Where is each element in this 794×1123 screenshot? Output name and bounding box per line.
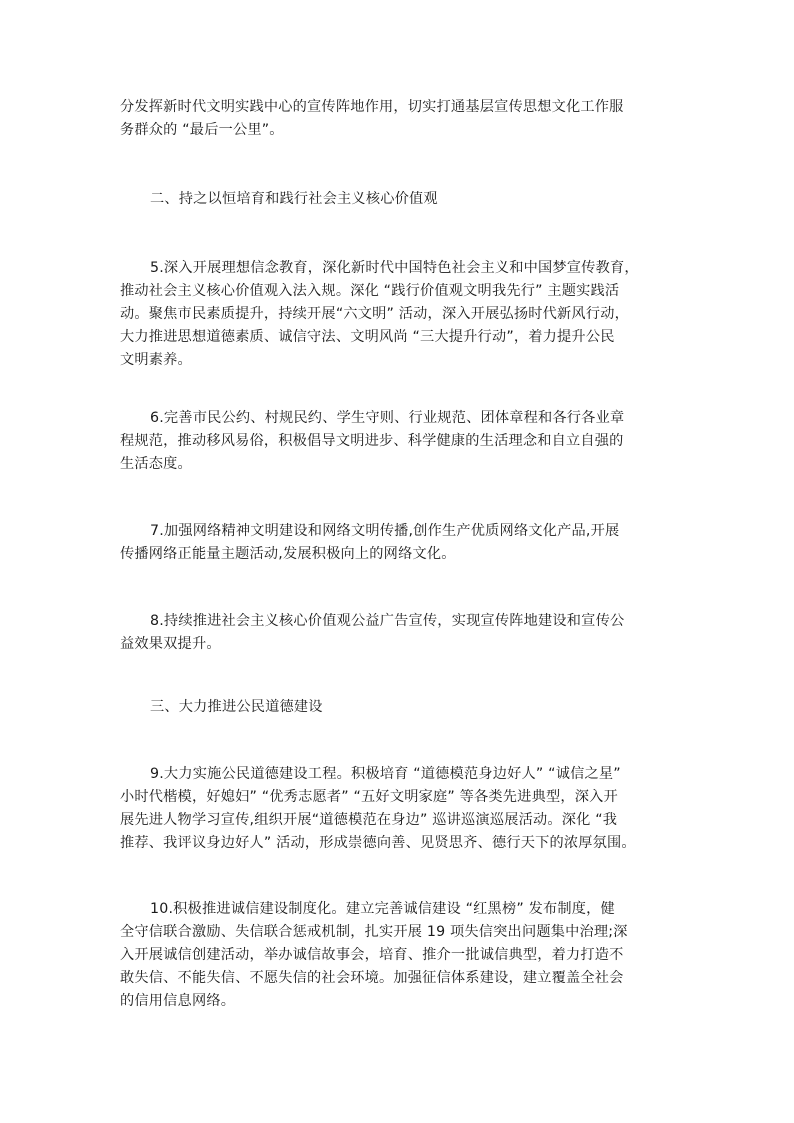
text-line: 7.加强网络精神文明建设和网络文明传播,创作生产优质网络文化产品,开展	[150, 523, 620, 539]
text-line: 9.大力实施公民道德建设工程。积极培育 “道德模范身边好人” “诚信之星”	[150, 766, 621, 782]
paragraph-intro-continuation	[120, 96, 676, 142]
paragraph-item-8	[120, 610, 676, 656]
text-line: 文明素养。	[120, 352, 192, 368]
text-line: 展先进人物学习宣传,组织开展“道德模范在身边” 巡讲巡演巡展活动。深化 “我	[120, 812, 618, 828]
paragraph-item-6	[120, 407, 676, 476]
paragraph-item-9	[120, 763, 676, 855]
text-line: 动。聚焦市民素质提升，持续开展“六文明” 活动，深入开展弘扬时代新风行动，	[120, 306, 629, 322]
text-line: 全守信联合激励、失信联合惩戒机制，扎实开展 19 项失信突出问题集中治理;深	[120, 924, 628, 940]
text-line: 务群众的 “最后一公里”。	[120, 122, 284, 138]
text-line: 10.积极推进诚信建设制度化。建立完善诚信建设 “红黑榜” 发布制度，健	[150, 901, 615, 917]
text-line: 推动社会主义核心价值观入法入规。深化 “践行价值观文明我先行” 主题实践活	[120, 283, 620, 299]
text-line: 入开展诚信创建活动，举办诚信故事会，培育、推介一批诚信典型，着力打造不	[120, 947, 624, 963]
text-line: 8.持续推进社会主义核心价值观公益广告宣传，实现宣传阵地建设和宣传公	[150, 613, 625, 629]
paragraph-item-5	[120, 257, 676, 372]
section-heading-3: 三、大力推进公民道德建设	[150, 699, 323, 715]
section-heading-2: 二、持之以恒培育和践行社会主义核心价值观	[150, 191, 438, 207]
text-line: 小时代楷模，好媳妇” “优秀志愿者” “五好文明家庭” 等各类先进典型，深入开	[120, 789, 618, 805]
text-line: 传播网络正能量主题活动,发展积极向上的网络文化。	[120, 546, 456, 562]
text-line: 推荐、我评议身边好人” 活动，形成崇德向善、见贤思齐、德行天下的浓厚氛围。	[120, 835, 636, 851]
paragraph-item-7	[120, 520, 676, 566]
text-line: 5.深入开展理想信念教育，深化新时代中国特色社会主义和中国梦宣传教育，	[150, 260, 639, 276]
text-line: 程规范，推动移风易俗，积极倡导文明进步、科学健康的生活理念和自立自强的	[120, 433, 624, 449]
text-line: 6.完善市民公约、村规民约、学生守则、行业规范、团体章程和各行各业章	[150, 410, 625, 426]
paragraph-item-10	[120, 898, 676, 1013]
text-line: 生活态度。	[120, 456, 192, 472]
text-line: 分发挥新时代文明实践中心的宣传阵地作用，切实打通基层宣传思想文化工作服	[120, 99, 624, 115]
text-line: 益效果双提升。	[120, 636, 221, 652]
text-line: 大力推进思想道德素质、诚信守法、文明风尚 “三大提升行动”，着力提升公民	[120, 329, 615, 345]
text-line: 敢失信、不能失信、不愿失信的社会环境。加强征信体系建设，建立覆盖全社会	[120, 970, 624, 986]
text-line: 的信用信息网络。	[120, 993, 236, 1009]
